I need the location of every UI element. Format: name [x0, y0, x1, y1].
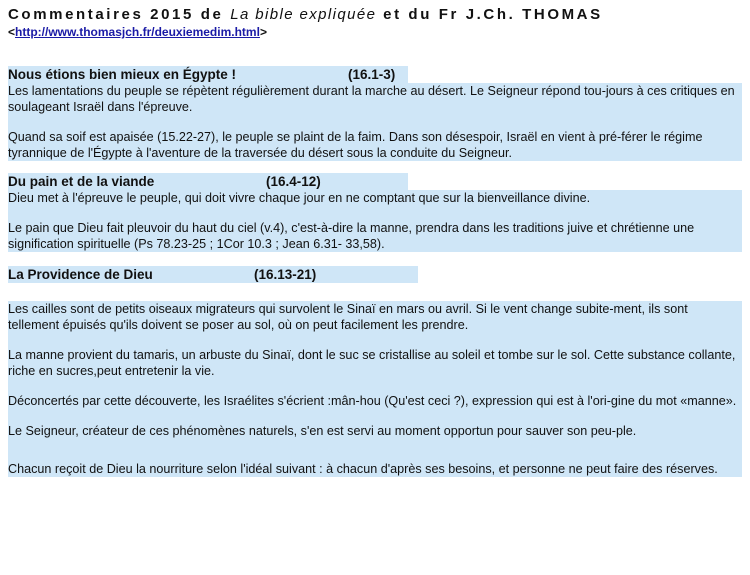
- section-title: Nous étions bien mieux en Égypte ! (16.1-3): [8, 66, 408, 83]
- document-header: [8, 6, 742, 24]
- header-prefix: Commentaires 2015 de: [8, 6, 224, 23]
- section-ref: (16.13-21): [254, 267, 317, 282]
- paragraph: Chacun reçoit de Dieu la nourriture selon l'idéal suivant : à chacun d'après ses besoins, et personne ne peut faire des réserves.: [8, 461, 742, 477]
- header-suffix: et du Fr J.Ch. THOMAS: [383, 6, 603, 23]
- paragraph: Quand sa soif est apaisée (15.22-27), le peuple se plaint de la faim. Dans son désespoir, Israël en vient à pré-férer le régime tyrannique de l'Égypte à l'aventure de la traversée du désert sous la conduite du Seigneur.: [8, 129, 742, 161]
- section-ref: (16.1-3): [348, 67, 396, 82]
- source-link-line: <http://www.thomasjch.fr/deuxiemedim.html>: [8, 25, 267, 39]
- paragraph: Déconcertés par cette découverte, les Israélites s'écrient :mân-hou (Qu'est ceci ?), expression qui est à l'ori-gine du mot «manne».: [8, 393, 742, 409]
- paragraph: Les lamentations du peuple se répètent régulièrement durant la marche au désert. Le Seigneur répond tou-jours à ces critiques en soulageant Israël dans l'épreuve.: [8, 83, 742, 115]
- paragraph: Le Seigneur, créateur de ces phénomènes naturels, s'en est servi au moment opportun pour sauver son peu-ple.: [8, 423, 742, 439]
- section-title: La Providence de Dieu (16.13-21): [8, 266, 418, 283]
- section-ref: (16.4-12): [266, 174, 321, 189]
- source-link[interactable]: http://www.thomasjch.fr/deuxiemedim.html: [15, 25, 260, 39]
- section-title: Du pain et de la viande (16.4-12): [8, 173, 408, 190]
- paragraph: La manne provient du tamaris, un arbuste du Sinaï, dont le suc se cristallise au soleil et tombe sur le sol. Cette substance collante, riche en sucres,peut entretenir la vie.: [8, 347, 742, 379]
- header-book-title: La bible expliquée: [230, 6, 377, 23]
- paragraph: Les cailles sont de petits oiseaux migrateurs qui survolent le Sinaï en mars ou avril. Si le vent change subite-ment, ils sont tellement épuisés qu'ils doivent se poser au sol, où on peut facilement les prendre.: [8, 301, 742, 333]
- paragraph: Dieu met à l'épreuve le peuple, qui doit vivre chaque jour en ne comptant que sur la bienveillance divine.: [8, 190, 742, 206]
- paragraph: Le pain que Dieu fait pleuvoir du haut du ciel (v.4), c'est-à-dire la manne, prendra dans les traditions juive et chrétienne une signification spirituelle (Ps 78.23-25 ; 1Cor 10.3 ; Jean 6.31- 33,58).: [8, 220, 742, 252]
